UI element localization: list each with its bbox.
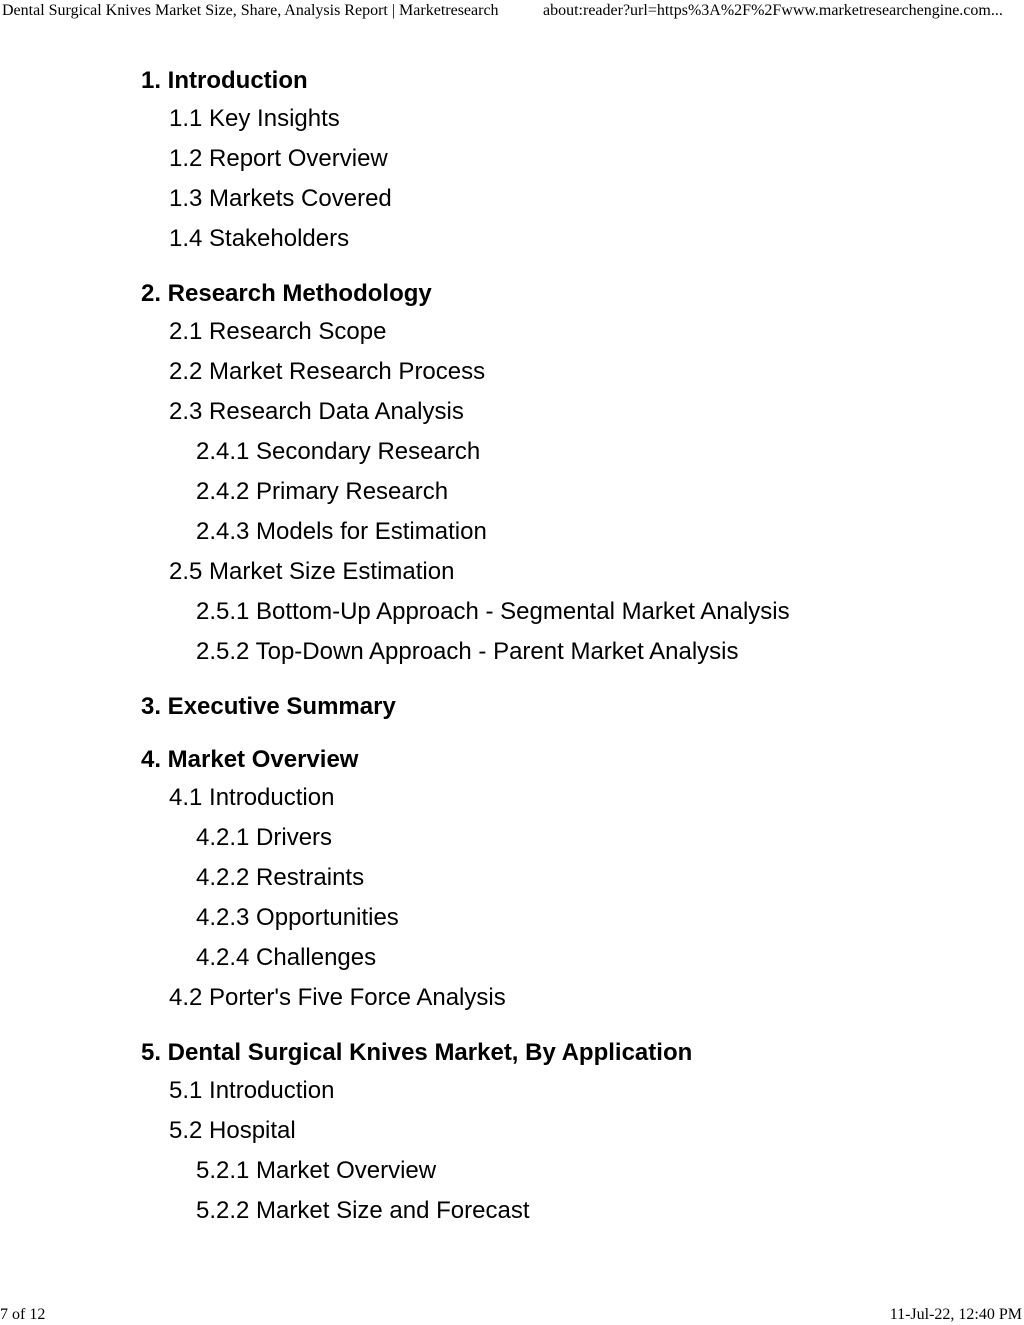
- toc-heading: 5. Dental Surgical Knives Market, By Application: [141, 1039, 693, 1066]
- toc-heading: 1. Introduction: [141, 67, 308, 94]
- toc-item: 2.2 Market Research Process: [169, 358, 486, 385]
- toc-item: 4.1 Introduction: [169, 784, 335, 811]
- print-footer: [0, 1305, 1024, 1325]
- toc-item: 2.5 Market Size Estimation: [169, 558, 455, 585]
- toc-item: 4.2 Porter's Five Force Analysis: [169, 984, 506, 1011]
- print-datetime: 11-Jul-22, 12:40 PM: [889, 1306, 1022, 1323]
- toc-section: [141, 742, 981, 1018]
- page-url: about:reader?url=https%3A%2F%2Fwww.marketresearchengine.com...: [543, 2, 1003, 19]
- toc-item: 1.3 Markets Covered: [169, 185, 392, 212]
- toc-section: [141, 276, 981, 672]
- toc-item: 5.1 Introduction: [169, 1077, 335, 1104]
- toc-subitem: 2.4.3 Models for Estimation: [196, 518, 487, 545]
- toc-subitem: 2.4.1 Secondary Research: [196, 438, 481, 465]
- print-header: [0, 0, 1024, 22]
- toc-section: [141, 1035, 981, 1231]
- toc-heading: 3. Executive Summary: [141, 693, 396, 720]
- toc-item: 1.2 Report Overview: [169, 145, 388, 172]
- toc-subitem: 5.2.1 Market Overview: [196, 1157, 437, 1184]
- toc-item: 1.4 Stakeholders: [169, 225, 350, 252]
- toc-subitem: 2.4.2 Primary Research: [196, 478, 449, 505]
- toc-heading: 4. Market Overview: [141, 746, 359, 773]
- toc-subitem: 5.2.2 Market Size and Forecast: [196, 1197, 530, 1224]
- table-of-contents: [141, 63, 981, 1248]
- toc-subitem: 4.2.4 Challenges: [196, 944, 377, 971]
- page-title: Dental Surgical Knives Market Size, Share, Analysis Report | Marketresearch: [2, 2, 499, 19]
- toc-item: 5.2 Hospital: [169, 1117, 296, 1144]
- toc-heading: 2. Research Methodology: [141, 280, 432, 307]
- toc-section: [141, 63, 981, 259]
- toc-item: 2.3 Research Data Analysis: [169, 398, 464, 425]
- toc-subitem: 4.2.1 Drivers: [196, 824, 333, 851]
- page-number: 7 of 12: [0, 1306, 46, 1323]
- toc-subitem: 2.5.1 Bottom-Up Approach - Segmental Market Analysis: [196, 598, 790, 625]
- toc-list: [141, 63, 981, 1231]
- toc-section: [141, 689, 981, 725]
- toc-subitem: 4.2.3 Opportunities: [196, 904, 399, 931]
- toc-subitem: 4.2.2 Restraints: [196, 864, 365, 891]
- toc-item: 2.1 Research Scope: [169, 318, 387, 345]
- toc-item: 1.1 Key Insights: [169, 105, 340, 132]
- toc-subitem: 2.5.2 Top-Down Approach - Parent Market Analysis: [196, 638, 739, 665]
